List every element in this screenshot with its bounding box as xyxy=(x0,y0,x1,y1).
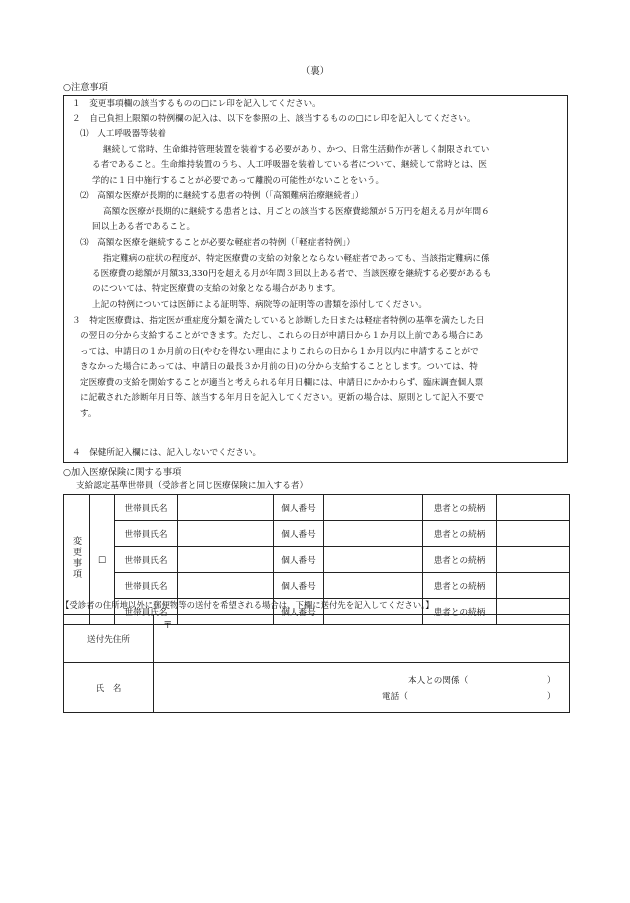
note-line: っては、申請日の１か月前の日(やむを得ない理由によりこれらの日から１か月以内に申請することがで xyxy=(80,347,479,357)
note-line: る医療費の総額が月額33,330円を超える月が年間３回以上ある者で、当該医療を継続する必要があるも xyxy=(92,269,492,279)
relation-close: ） xyxy=(547,676,556,686)
insurance-heading: ○加入医療保険に関する事項 xyxy=(63,467,182,478)
page-side-label: （裏） xyxy=(300,66,330,77)
member-id-field[interactable] xyxy=(324,573,423,599)
mailing-note: 【受診者の住所地以外に郵便物等の送付を希望される場合は、下欄に送付先を記入してください。】 xyxy=(61,600,434,610)
member-id-label: 個人番号 xyxy=(274,521,324,547)
postal-mark: 〒 xyxy=(163,620,173,631)
member-name-field[interactable] xyxy=(178,495,274,521)
note-line: 回以上ある者であること。 xyxy=(92,222,196,232)
member-id-label: 個人番号 xyxy=(274,599,324,625)
member-name-field[interactable] xyxy=(178,547,274,573)
relation-label: 本人との関係（ xyxy=(408,676,469,686)
note-subheading: ⑶ 高額な医療を継続することが必要な軽症者の特例（「軽症者特例」） xyxy=(80,238,355,248)
note-line: きなかった場合にあっては、申請日の最長３か月前の日)の分から支給することとします。ついては、特 xyxy=(80,362,478,372)
note-line: 上記の特例については医師による証明等、病院等の証明等の書類を添付してください。 xyxy=(92,300,427,310)
member-name-label: 世帯員氏名 xyxy=(115,521,178,547)
relationship-label: 患者との続柄 xyxy=(423,599,497,625)
relationship-field[interactable] xyxy=(497,573,570,599)
member-id-field[interactable] xyxy=(324,495,423,521)
insurance-subheading: 支給認定基準世帯員（受診者と同じ医療保険に加入する者） xyxy=(76,481,309,491)
note-line: の翌日の分から支給することができます。ただし、これらの日が申請日から１か月以上前である場合にあ xyxy=(80,331,484,341)
member-id-field[interactable] xyxy=(324,521,423,547)
member-id-label: 個人番号 xyxy=(274,495,324,521)
member-name-field[interactable] xyxy=(178,521,274,547)
table-row xyxy=(64,663,570,713)
relationship-field[interactable] xyxy=(497,547,570,573)
note-line: ３ 特定医療費は、指定医が重症度分類を満たしていると診断した日または軽症者特例の基準を満たした日 xyxy=(72,316,485,326)
member-name-label: 世帯員氏名 xyxy=(115,547,178,573)
phone-close: ） xyxy=(547,692,556,702)
table-row xyxy=(64,547,570,573)
note-line: に記載された診断年月日等、該当する年月日を記入してください。更新の場合は、原則として記入不要で xyxy=(80,393,484,403)
note-line: ２ 自己負担上限額の特例欄の記入は、以下を参照の上、該当するものの□にレ印を記入してください。 xyxy=(72,114,476,124)
note-subheading: ⑴ 人工呼吸器等装着 xyxy=(80,129,166,139)
note-line: １ 変更事項欄の該当するものの□にレ印を記入してください。 xyxy=(72,99,321,109)
member-id-label: 個人番号 xyxy=(274,547,324,573)
table-row xyxy=(64,495,570,521)
member-name-field[interactable] xyxy=(178,573,274,599)
member-id-label: 個人番号 xyxy=(274,573,324,599)
mailing-address-label: 送付先住所 xyxy=(64,615,154,663)
note-line: 指定難病の症状の程度が、特定医療費の支給の対象とならない軽症者であっても、当該指定難病に係 xyxy=(103,254,490,264)
mailing-name-label: 氏 名 xyxy=(64,663,154,713)
note-line: 定医療費の支給を開始することが適当と考えられる年月日欄には、申請日にかかわらず、臨床調査個人票 xyxy=(80,378,484,388)
phone-label: 電話（ xyxy=(382,692,408,702)
note-line: のについては、特定医療費の支給の対象となる場合があります。 xyxy=(92,284,341,294)
note-line: ４ 保健所記入欄には、記入しないでください。 xyxy=(72,448,262,458)
relationship-label: 患者との続柄 xyxy=(423,495,497,521)
table-row xyxy=(64,615,570,663)
relationship-label: 患者との続柄 xyxy=(423,573,497,599)
note-line: 学的に１日中施行することが必要であって離脱の可能性がないことをいう。 xyxy=(92,176,385,186)
change-item-label: 変更事項 xyxy=(71,536,81,580)
mailing-address-field[interactable] xyxy=(154,615,570,663)
note-line: る者であること。生命維持装置のうち、人工呼吸器を装着している者について、継続して常時とは、医 xyxy=(92,160,487,170)
member-name-label: 世帯員氏名 xyxy=(115,495,178,521)
member-id-field[interactable] xyxy=(324,547,423,573)
member-name-label: 世帯員氏名 xyxy=(115,599,178,625)
notes-heading: ○注意事項 xyxy=(63,82,108,93)
member-name-label: 世帯員氏名 xyxy=(115,573,178,599)
relationship-label: 患者との続柄 xyxy=(423,547,497,573)
relationship-field[interactable] xyxy=(497,521,570,547)
change-checkbox[interactable]: □ xyxy=(90,495,115,625)
relationship-label: 患者との続柄 xyxy=(423,521,497,547)
relationship-field[interactable] xyxy=(497,495,570,521)
table-row xyxy=(64,521,570,547)
table-row xyxy=(64,573,570,599)
note-line: す。 xyxy=(80,409,97,419)
mailing-address-table xyxy=(63,614,570,713)
mailing-name-field[interactable] xyxy=(154,663,570,713)
note-subheading: ⑵ 高額な医療が長期的に継続する患者の特例（「高額難病治療継続者」） xyxy=(80,191,364,201)
note-line: 継続して常時、生命維持管理装置を装着する必要があり、かつ、日常生活動作が著しく制限されてい xyxy=(103,145,490,155)
note-line: 高額な医療が長期的に継続する患者とは、月ごとの該当する医療費総額が５万円を超える月が年間６ xyxy=(103,207,490,217)
